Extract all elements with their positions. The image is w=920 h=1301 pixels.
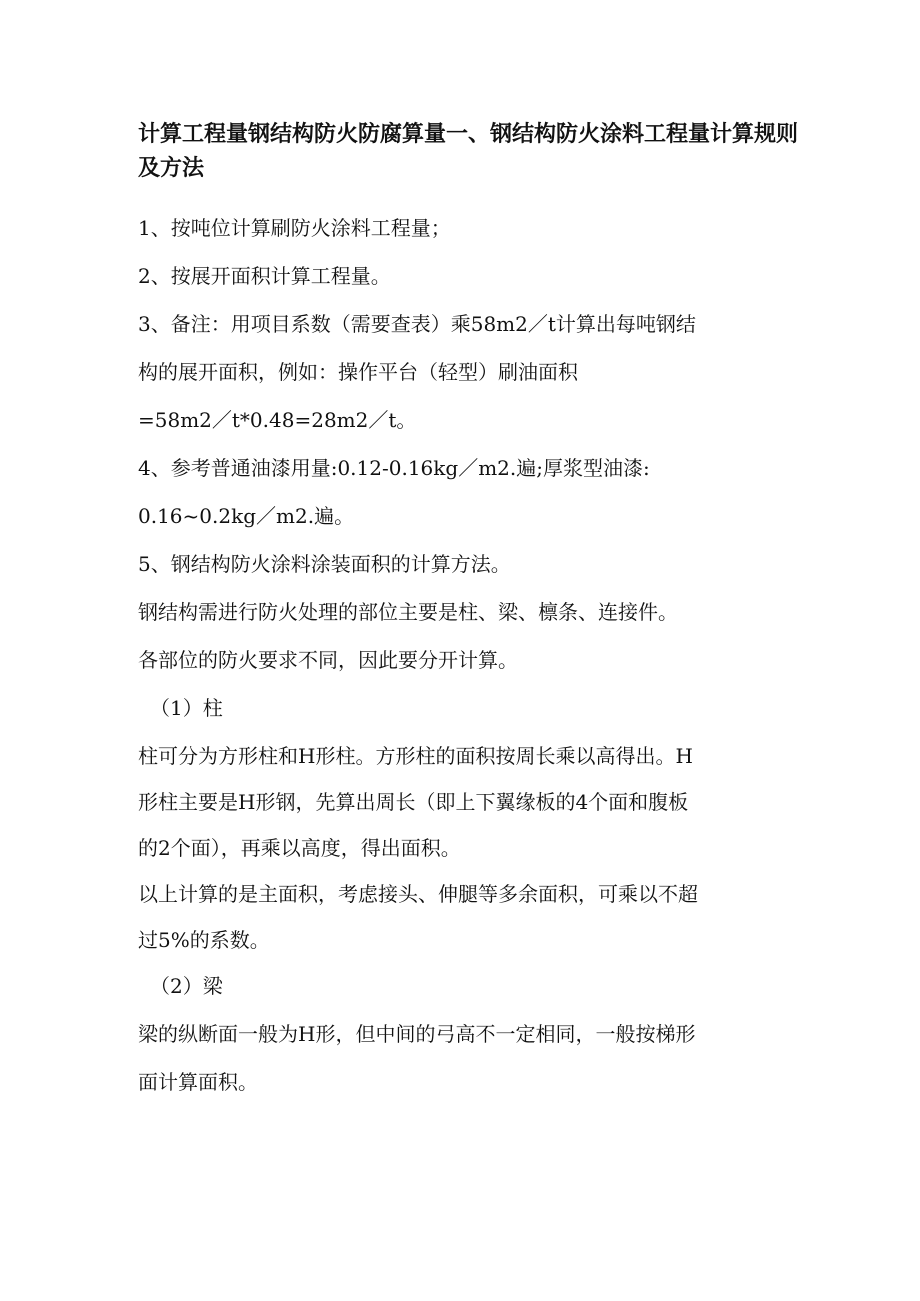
- document-body: [138, 208, 798, 1110]
- paragraph-line: 形柱主要是H形钢，先算出周长（即上下翼缘板的4个面和腹板: [138, 790, 689, 814]
- paragraph-line: 各部位的防火要求不同，因此要分开计算。: [138, 648, 518, 672]
- paragraph-line: 过5%的系数。: [138, 928, 270, 952]
- paragraph-line: 构的展开面积，例如：操作平台（轻型）刷油面积: [138, 360, 578, 384]
- paragraph-line: 3、备注：用项目系数（需要查表）乘58m2／t计算出每吨钢结: [138, 312, 696, 336]
- paragraph-line: 的2个面），再乘以高度，得出面积。: [138, 836, 461, 860]
- paragraph-line: 4、参考普通油漆用量:0.12-0.16kg／m2.遍;厚浆型油漆:: [138, 456, 650, 480]
- section-heading-beam: （2）梁: [150, 974, 223, 998]
- paragraph-line: 柱可分为方形柱和H形柱。方形柱的面积按周长乘以高得出。H: [138, 744, 693, 768]
- paragraph-line: 钢结构需进行防火处理的部位主要是柱、梁、檩条、连接件。: [138, 600, 678, 624]
- paragraph-line: =58m2／t*0.48=28m2／t。: [138, 408, 417, 432]
- paragraph-line: 1、按吨位计算刷防火涂料工程量；: [138, 216, 451, 240]
- paragraph-line: 以上计算的是主面积，考虑接头、伸腿等多余面积，可乘以不超: [138, 882, 698, 906]
- paragraph-line: 0.16~0.2kg／m2.遍。: [138, 504, 355, 528]
- document-title: 计算工程量钢结构防火防腐算量一、钢结构防火涂料工程量计算规则及方法: [138, 122, 799, 181]
- paragraph-line: 面计算面积。: [138, 1070, 258, 1094]
- paragraph-line: 梁的纵断面一般为H形，但中间的弓高不一定相同，一般按梯形: [138, 1022, 696, 1046]
- paragraph-line: 5、钢结构防火涂料涂装面积的计算方法。: [138, 552, 511, 576]
- section-heading-column: （1）柱: [150, 696, 223, 720]
- paragraph-line: 2、按展开面积计算工程量。: [138, 264, 391, 288]
